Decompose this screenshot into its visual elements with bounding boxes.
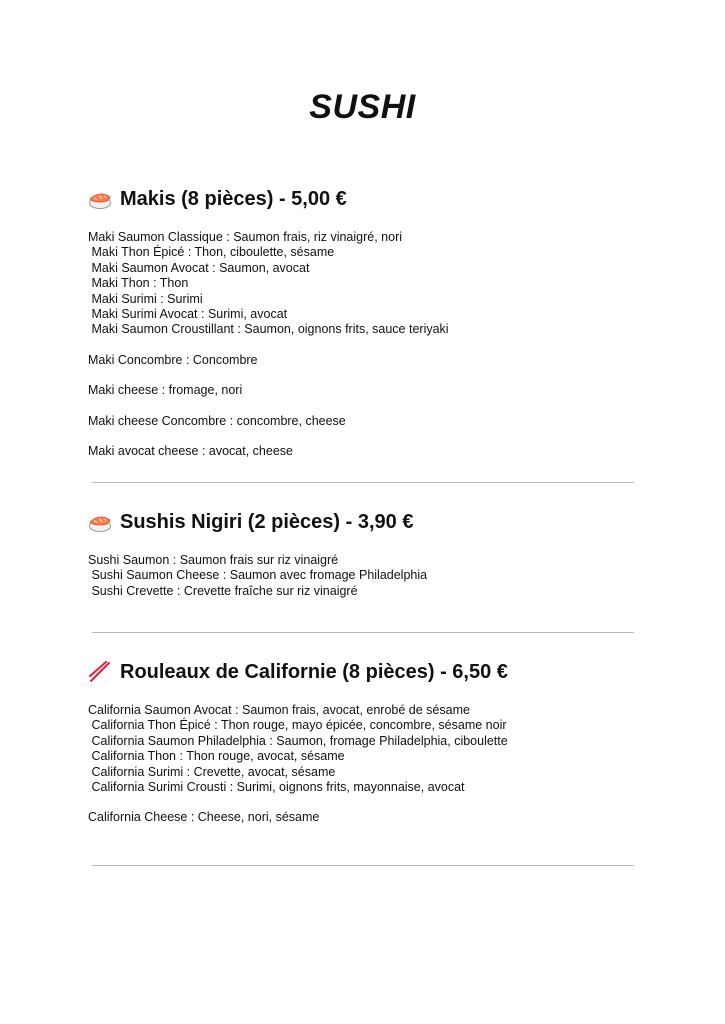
chopsticks-icon — [88, 661, 112, 683]
page-title: SUSHI — [309, 88, 416, 126]
menu-item: California Cheese : Cheese, nori, sésame — [88, 810, 320, 825]
menu-item: Maki Saumon Croustillant : Saumon, oignons frits, sauce teriyaki — [88, 322, 449, 337]
menu-item: Maki Surimi : Surimi — [88, 291, 203, 306]
sushi-icon — [88, 188, 112, 210]
section-nigiri — [88, 509, 648, 599]
menu-item: Maki cheese Concombre : concombre, cheese — [88, 413, 346, 428]
section-title: Rouleaux de Californie (8 pièces) - 6,50 € — [120, 660, 508, 683]
menu-item: Maki Thon Épicé : Thon, ciboulette, sésame — [88, 245, 335, 260]
section-title: Makis (8 pièces) - 5,00 € — [120, 187, 347, 210]
menu-item: Maki cheese : fromage, nori — [88, 383, 243, 398]
section-heading — [88, 659, 648, 685]
section-divider — [92, 632, 634, 633]
menu-item: Sushi Saumon Cheese : Saumon avec fromage Philadelphia — [88, 568, 428, 583]
menu-item: Maki Thon : Thon — [88, 276, 189, 291]
section-heading — [88, 186, 648, 212]
section-title: Sushis Nigiri (2 pièces) - 3,90 € — [120, 510, 414, 533]
menu-item: Sushi Saumon : Saumon frais sur riz vinaigré — [88, 553, 339, 567]
menu-item: California Thon : Thon rouge, avocat, sésame — [88, 749, 345, 764]
menu-item: California Thon Épicé : Thon rouge, mayo épicée, concombre, sésame noir — [88, 718, 507, 733]
menu-item: Maki Concombre : Concombre — [88, 352, 258, 367]
sushi-icon — [88, 511, 112, 533]
section-california — [88, 659, 648, 826]
menu-item: Maki Saumon Classique : Saumon frais, riz vinaigré, nori — [88, 230, 403, 244]
section-heading — [88, 509, 648, 535]
section-divider — [92, 482, 634, 483]
menu-item: California Saumon Avocat : Saumon frais, avocat, enrobé de sésame — [88, 703, 470, 717]
menu-item: Maki Surimi Avocat : Surimi, avocat — [88, 307, 288, 322]
menu-item: Maki avocat cheese : avocat, cheese — [88, 444, 293, 459]
section-makis — [88, 186, 648, 459]
menu-item: California Surimi : Crevette, avocat, sésame — [88, 764, 336, 779]
menu-item: California Saumon Philadelphia : Saumon, fromage Philadelphia, ciboulette — [88, 733, 508, 748]
section-divider — [92, 865, 634, 866]
menu-item: Maki Saumon Avocat : Saumon, avocat — [88, 260, 310, 275]
menu-item: California Surimi Crousti : Surimi, oignons frits, mayonnaise, avocat — [88, 780, 465, 795]
menu-item: Sushi Crevette : Crevette fraîche sur riz vinaigré — [88, 583, 358, 598]
